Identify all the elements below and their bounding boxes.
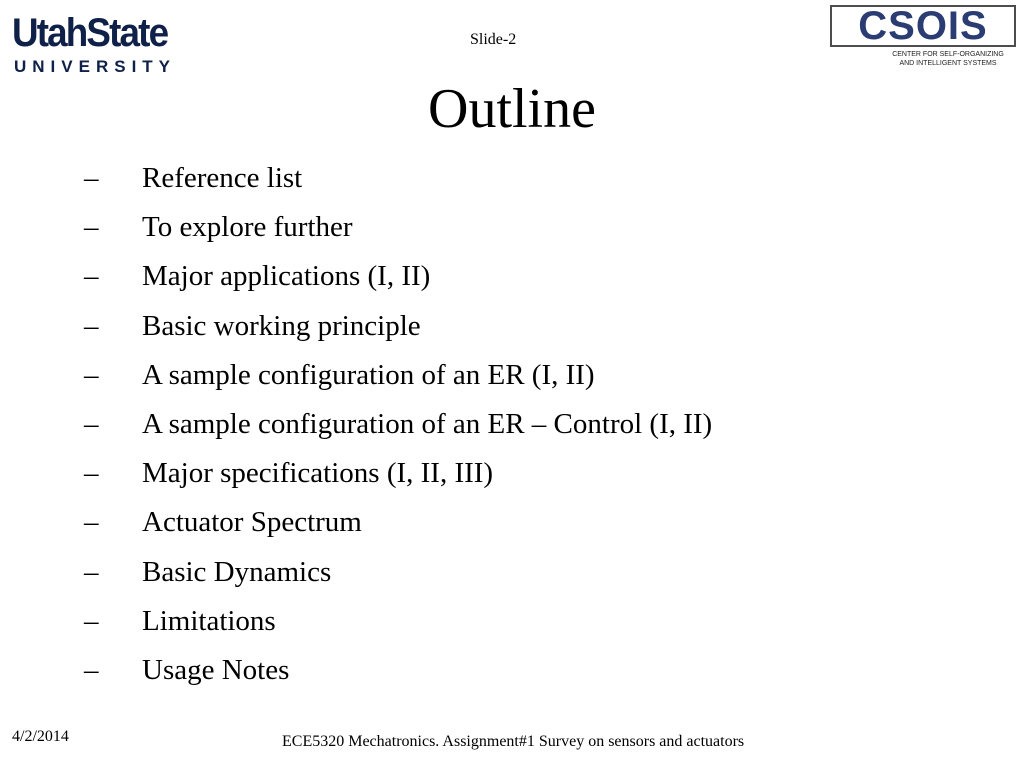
utah-state-university-logo — [12, 10, 202, 76]
page-title: Outline — [428, 78, 596, 140]
dash-bullet: – — [84, 260, 99, 293]
dash-bullet: – — [84, 457, 99, 490]
list-item-text: Usage Notes — [142, 653, 290, 686]
csois-sub-line-1: CENTER FOR SELF-ORGANIZING — [892, 51, 1004, 58]
dash-bullet: – — [84, 604, 99, 637]
slide-number: Slide-2 — [470, 31, 517, 48]
dash-bullet: – — [84, 555, 99, 588]
csois-sub-line-2: AND INTELLIGENT SYSTEMS — [899, 60, 997, 67]
list-item-text: Major specifications (I, II, III) — [142, 457, 494, 490]
list-item-text: A sample configuration of an ER – Control (I, II) — [142, 407, 713, 440]
csois-logo-text: CSOIS — [858, 4, 988, 48]
list-item-text: Actuator Spectrum — [142, 506, 362, 539]
csois-logo — [830, 5, 1020, 70]
dash-bullet: – — [84, 162, 99, 194]
list-item-text: Basic Dynamics — [142, 555, 332, 588]
footer-course-title: ECE5320 Mechatronics. Assignment#1 Survey on sensors and actuators — [282, 733, 745, 750]
dash-bullet: – — [84, 407, 99, 440]
list-item-text: Reference list — [142, 162, 303, 194]
dash-bullet: – — [84, 211, 99, 244]
footer-date: 4/2/2014 — [12, 728, 69, 745]
dash-bullet: – — [84, 653, 99, 686]
logo-wordmark: UtahState — [12, 11, 168, 55]
list-item-text: To explore further — [142, 211, 353, 244]
csois-logo-subtitle — [878, 50, 1018, 68]
list-item-text: Limitations — [142, 604, 276, 637]
list-item-text: A sample configuration of an ER (I, II) — [142, 358, 595, 391]
dash-bullet: – — [84, 506, 99, 539]
dash-bullet: – — [84, 358, 99, 391]
list-item-text: Basic working principle — [142, 309, 421, 342]
logo-subtitle: UNIVERSITY — [14, 57, 177, 76]
list-item-text: Major applications (I, II) — [142, 260, 431, 293]
dash-bullet: – — [84, 309, 99, 342]
